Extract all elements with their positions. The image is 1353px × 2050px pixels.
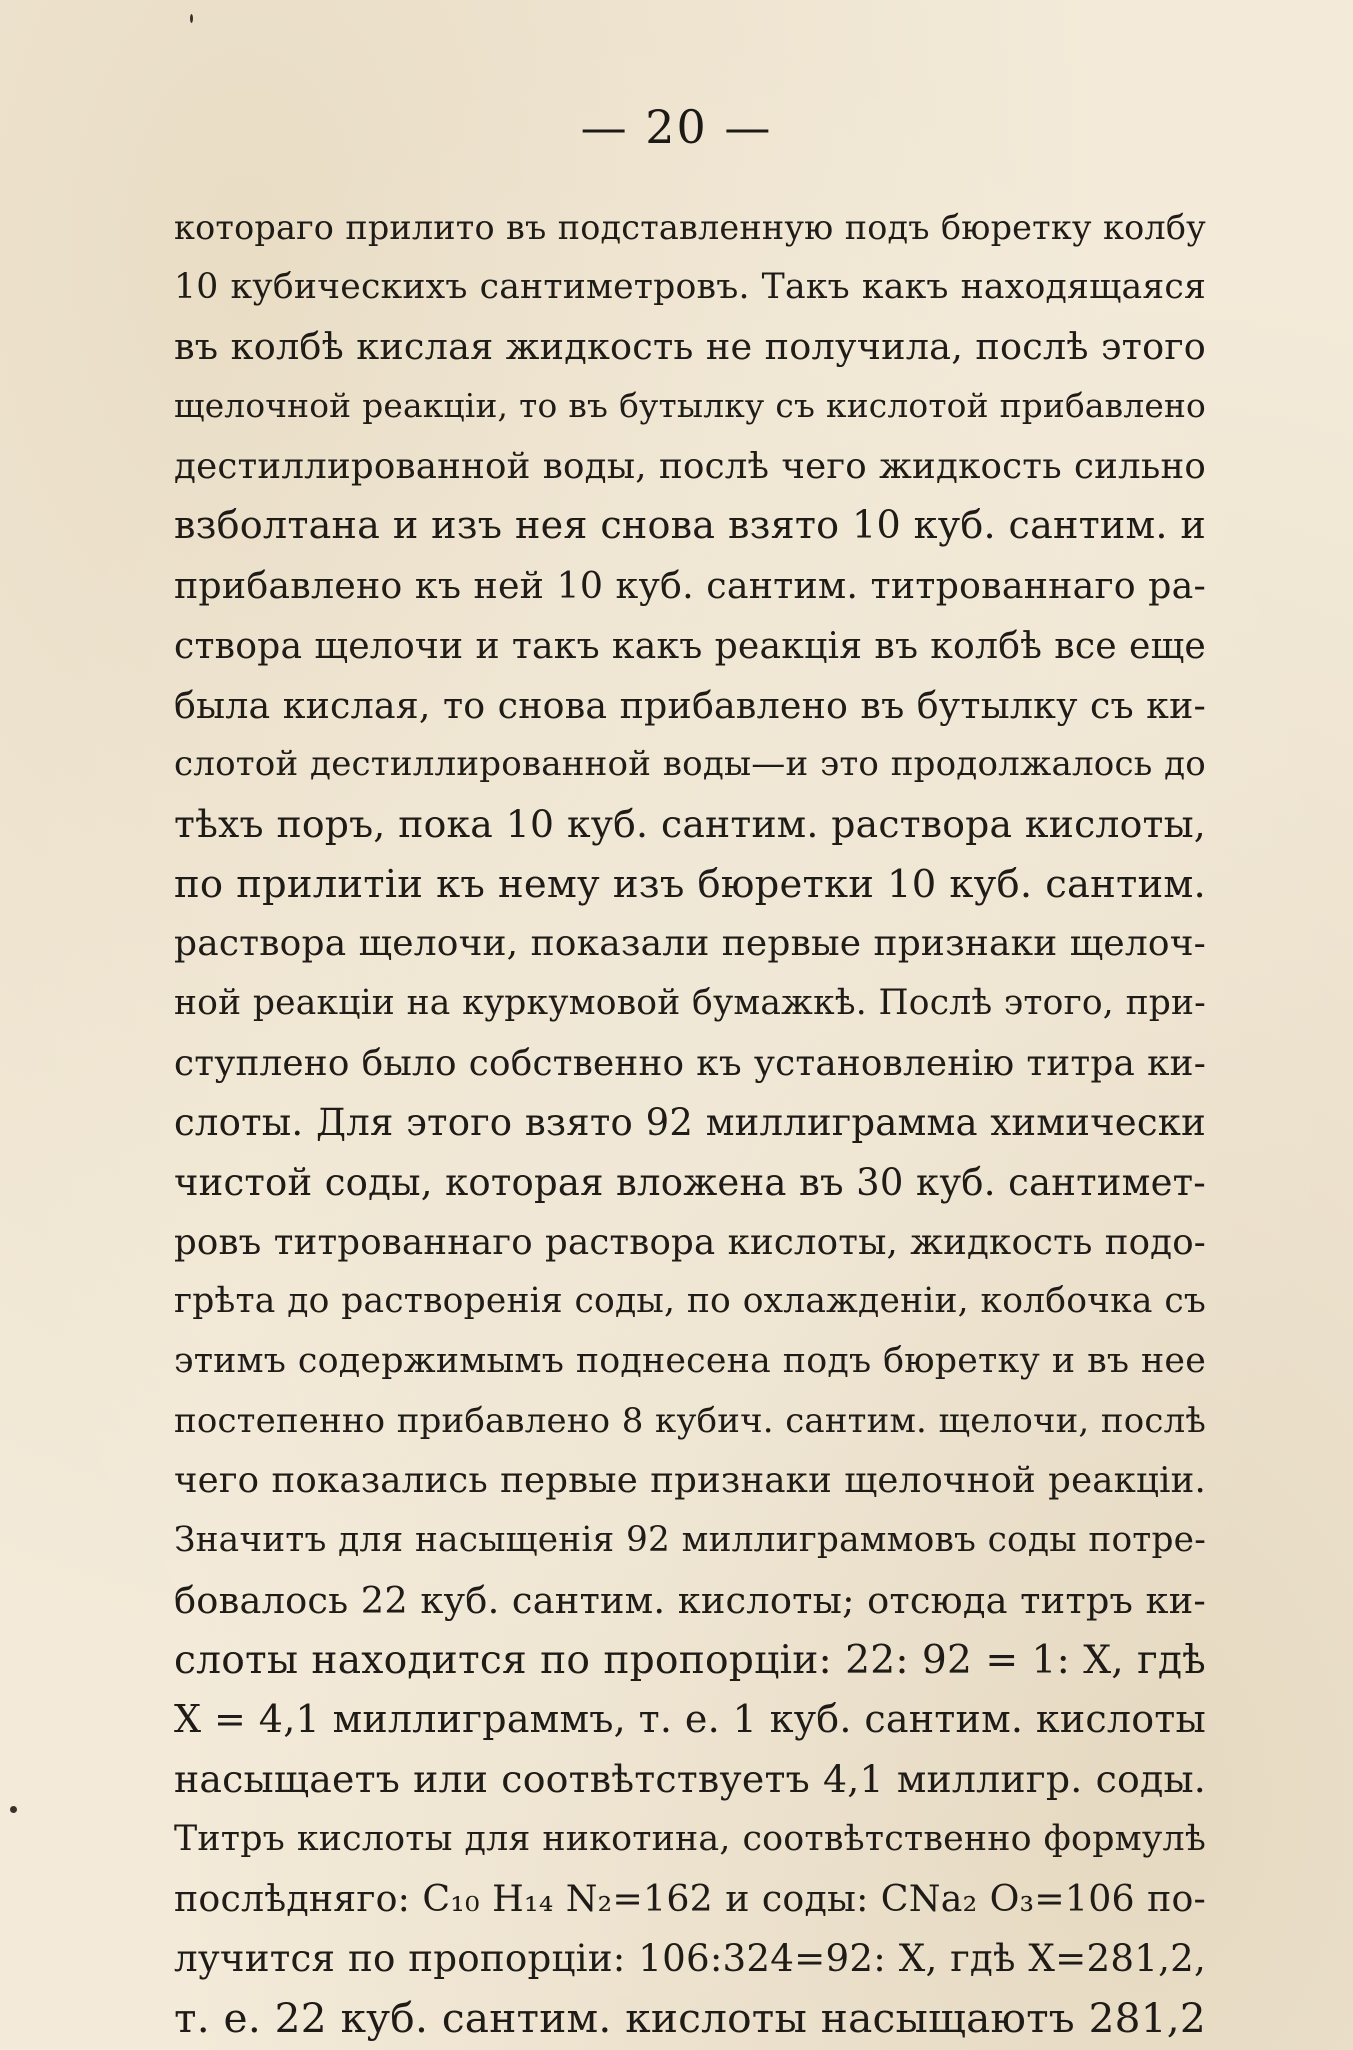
text-line: створа щелочи и такъ какъ реакція въ колбѣ все еще — [174, 623, 1206, 667]
text-line: прибавлено къ ней 10 куб. сантим. титрованнаго ра- — [174, 564, 1206, 608]
page-number: — 20 — — [580, 100, 773, 154]
text-line: по прилитіи къ нему изъ бюретки 10 куб. сантим. — [174, 861, 1206, 907]
text-line: дестиллированной воды, послѣ чего жидкость сильно — [174, 445, 1206, 487]
text-line: бовалось 22 куб. сантим. кислоты; отсюда титръ ки- — [174, 1578, 1206, 1622]
text-line: слоты. Для этого взято 92 миллиграмма химически — [174, 1101, 1206, 1145]
text-line: раствора щелочи, показали первые признаки щелоч- — [174, 923, 1206, 965]
text-line: ступлено было собственно къ установленію титра ки- — [174, 1042, 1206, 1084]
text-line: взболтана и изъ нея снова взято 10 куб. сантим. и — [174, 503, 1206, 548]
text-line: слотой дестиллированной воды—и это продолжалось до — [174, 744, 1206, 785]
text-line: въ колбѣ кислая жидкость не получила, послѣ этого — [174, 325, 1206, 369]
text-line: тѣхъ поръ, пока 10 куб. сантим. раствора кислоты, — [174, 801, 1206, 846]
text-line: насыщаетъ или соотвѣтствуетъ 4,1 миллигр. соды. — [174, 1756, 1206, 1801]
text-line: лучится по пропорціи: 106:324=92: X, гдѣ X=281,2, — [174, 1935, 1206, 1980]
text-line: 10 кубическихъ сантиметровъ. Такъ какъ находящаяся — [174, 266, 1206, 307]
text-line: ровъ титрованнаго раствора кислоты, жидкость подо- — [174, 1221, 1206, 1263]
text-line: Титръ кислоты для никотина, соотвѣтственно формулѣ — [174, 1818, 1206, 1859]
text-line: щелочной реакціи, то въ бутылку съ кислотой прибавлено — [174, 387, 1206, 426]
text-line: т. е. 22 куб. сантим. кислоты насыщаютъ 281,2 — [174, 1993, 1206, 2042]
text-line: послѣдняго: C₁₀ H₁₄ N₂=162 и соды: CNa₂ O₃=106 по- — [174, 1877, 1206, 1921]
text-line: постепенно прибавлено 8 кубич. сантим. щелочи, послѣ — [174, 1400, 1206, 1441]
text-line: слоты находится по пропорціи: 22: 92 = 1: X, гдѣ — [174, 1637, 1206, 1683]
text-line: чего показались первые признаки щелочной реакціи. — [174, 1460, 1206, 1502]
text-line: была кислая, то снова прибавлено въ бутылку съ ки- — [174, 683, 1206, 727]
ink-speck — [10, 1806, 17, 1813]
text-line: X = 4,1 миллиграммъ, т. е. 1 куб. сантим. кислоты — [174, 1697, 1206, 1742]
text-line: ной реакціи на куркумовой бумажкѣ. Послѣ этого, при- — [174, 982, 1206, 1023]
text-line: этимъ содержимымъ поднесена подъ бюретку и въ нее — [174, 1341, 1206, 1382]
body-text — [174, 198, 1206, 2048]
text-line: чистой соды, которая вложена въ 30 куб. сантимет- — [174, 1161, 1206, 1204]
text-line: котораго прилито въ подставленную подъ бюретку колбу — [174, 208, 1206, 247]
text-line: Значитъ для насыщенія 92 миллиграммовъ соды потре- — [174, 1520, 1206, 1561]
text-line: грѣта до растворенія соды, по охлажденіи, колбочка съ — [174, 1281, 1206, 1322]
ink-speck — [190, 14, 193, 23]
